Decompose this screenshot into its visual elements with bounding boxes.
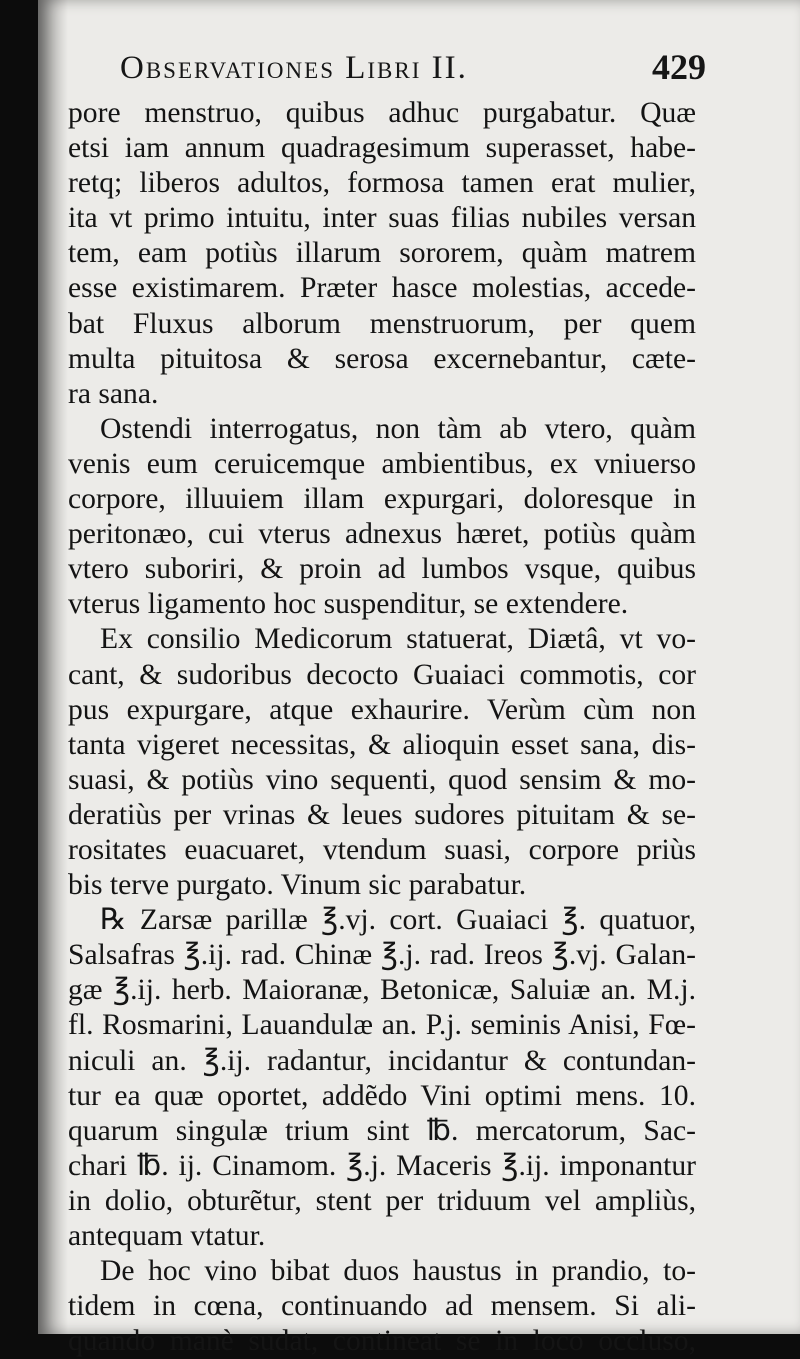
text-line: gæ ℥.ij. herb. Maioranæ, Betonicæ, Saluiæ an. M.j. (68, 974, 696, 1007)
text-line: suasi, & potiùs vino sequenti, quod sensim & mo- (68, 763, 696, 796)
text-line: tur ea quæ oportet, addẽdo Vini optimi mens. 10. (68, 1079, 696, 1112)
text-line: ita vt primo intuitu, inter suas filias nubiles versan (68, 202, 696, 235)
paragraph (68, 96, 696, 412)
text-line: quando manè sudat, contineat se in loco occluso, (68, 1325, 696, 1358)
text-line: ℞ Zarsæ parillæ ℥.vj. cort. Guaiaci ℥. quatuor, (100, 904, 696, 937)
text-line: pore menstruo, quibus adhuc purgabatur. Quæ (68, 97, 696, 129)
text-line: tidem in cœna, continuando ad mensem. Si ali- (68, 1290, 696, 1323)
text-line: De hoc vino bibat duos haustus in prandio, to- (100, 1255, 696, 1288)
text-line: Ostendi interrogatus, non tàm ab vtero, quàm (100, 412, 696, 445)
text-line: antequam vtatur. (68, 1220, 266, 1252)
text-line: peritonæo, cui vterus adnexus hæret, potiùs quàm (68, 518, 696, 551)
text-line: etsi iam annum quadragesimum superasset, habe- (68, 132, 696, 165)
paragraph (68, 1254, 696, 1359)
text-line: cant, & sudoribus decocto Guaiaci commotis, cor (68, 658, 696, 691)
text-line: pus expurgare, atque exhaurire. Verùm cùm non (68, 693, 696, 726)
text-line: corpore, illuuiem illam expurgari, doloresque in (68, 483, 696, 516)
text-line: niculi an. ℥.ij. radantur, incidantur & contundan- (68, 1044, 696, 1077)
text-line: bat Fluxus alborum menstruorum, per quem (68, 307, 696, 340)
text-line: multa pituitosa & serosa excernebantur, cæte- (68, 342, 696, 375)
text-line: fl. Rosmarini, Lauandulæ an. P.j. seminis Anisi, Fœ- (68, 1009, 696, 1042)
text-line: retq; liberos adultos, formosa tamen erat mulier, (68, 167, 696, 200)
recipe-paragraph (68, 903, 696, 1254)
text-line: tanta vigeret necessitas, & alioquin esset sana, dis- (68, 728, 696, 761)
text-line: chari ℔. ij. Cinamom. ℥.j. Maceris ℥.ij. imponantur (68, 1149, 696, 1182)
text-line: tem, eam potiùs illarum sororem, quàm matrem (68, 237, 696, 270)
running-title: Observationes Libri II. (120, 50, 468, 86)
text-line: venis eum ceruicemque ambientibus, ex vniuerso (68, 447, 696, 480)
paragraph (68, 412, 696, 623)
text-line: in dolio, obturẽtur, stent per triduum vel ampliùs, (68, 1184, 696, 1217)
text-line: deratiùs per vrinas & leues sudores pituitam & se- (68, 798, 696, 831)
text-line: bis terve purgato. Vinum sic parabatur. (68, 869, 527, 902)
page-number: 429 (652, 47, 706, 87)
text-line: esse existimarem. Præter hasce molestias, accede- (68, 272, 696, 305)
text-line: ra sana. (68, 377, 159, 410)
text-line: Ex consilio Medicorum statuerat, Diætâ, vt vo- (100, 623, 696, 656)
text-line: rositates euacuaret, vtendum suasi, corpore priùs (68, 833, 696, 866)
text-line: quarum singulæ trium sint ℔. mercatorum, Sac- (68, 1114, 696, 1147)
text-line: vterus ligamento hoc suspenditur, se extendere. (68, 588, 629, 621)
text-line: vtero suboriri, & proin ad lumbos vsque, quibus (68, 553, 696, 586)
page-header (100, 44, 706, 96)
gutter-shadow (38, 0, 68, 1334)
body-text (68, 96, 696, 1359)
text-line: Salsafras ℥.ij. rad. Chinæ ℥.j. rad. Ireos ℥.vj. Galan- (68, 939, 696, 972)
paragraph (68, 622, 696, 903)
